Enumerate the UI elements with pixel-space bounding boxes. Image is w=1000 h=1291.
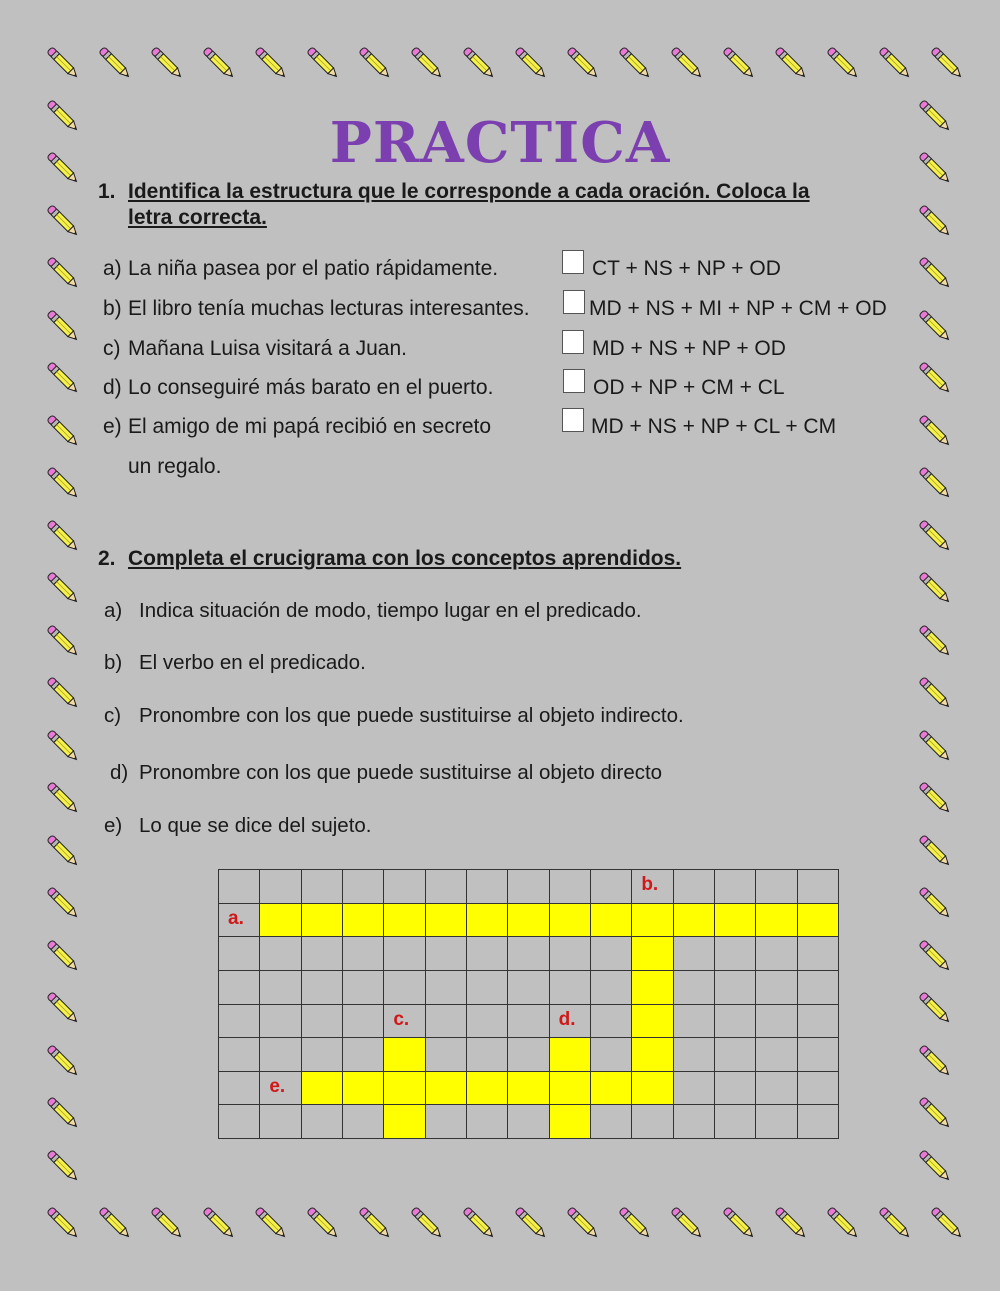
item-letter: e) (103, 415, 122, 438)
pencil-icon (40, 565, 86, 611)
answer-checkbox[interactable] (563, 290, 585, 314)
crossword-cell (797, 936, 839, 971)
crossword-cell (218, 970, 260, 1005)
crossword-cell (507, 1104, 549, 1139)
item-letter: b) (103, 297, 122, 320)
structure-formula: OD + NP + CM + CL (593, 376, 785, 399)
pencil-icon (40, 355, 86, 401)
crossword-answer-cell[interactable] (631, 1037, 673, 1072)
crossword-cell (797, 1004, 839, 1039)
crossword-cell (301, 1004, 343, 1039)
pencil-icon (40, 460, 86, 506)
page-title: PRACTICA (329, 110, 671, 176)
pencil-icon (912, 1038, 958, 1084)
crossword-cell (507, 869, 549, 904)
pencil-icon (456, 40, 502, 86)
pencil-icon (40, 40, 86, 86)
crossword-cell (549, 936, 591, 971)
pencil-icon (560, 1200, 606, 1246)
crossword-cell (507, 970, 549, 1005)
crossword-cell (673, 869, 715, 904)
crossword-cell (797, 1071, 839, 1106)
pencil-icon (912, 828, 958, 874)
pencil-icon (92, 1200, 138, 1246)
item-letter: c) (103, 337, 121, 360)
crossword-cell (259, 970, 301, 1005)
clue-text: Pronombre con los que puede sustituirse al objeto indirecto. (139, 704, 684, 727)
item-sentence: Mañana Luisa visitará a Juan. (128, 337, 407, 360)
question-2-instruction: Completa el crucigrama con los conceptos aprendidos. (128, 547, 682, 570)
crossword-cell (590, 936, 632, 971)
pencil-icon (40, 250, 86, 296)
crossword-label: e. (269, 1075, 286, 1097)
clue-letter: a) (104, 599, 123, 622)
crossword-cell (673, 1071, 715, 1106)
crossword-cell (631, 1104, 673, 1139)
crossword-cell (301, 970, 343, 1005)
crossword-cell (301, 936, 343, 971)
pencil-icon (912, 513, 958, 559)
crossword-cell (590, 970, 632, 1005)
crossword-answer-cell[interactable] (631, 1004, 673, 1039)
crossword-cell (259, 936, 301, 971)
clue-text: Pronombre con los que puede sustituirse al objeto directo (139, 761, 663, 784)
crossword-cell (755, 1071, 797, 1106)
pencil-icon (248, 1200, 294, 1246)
crossword-answer-cell[interactable] (383, 1037, 425, 1072)
crossword-cell (425, 970, 467, 1005)
pencil-icon (912, 565, 958, 611)
pencil-icon (912, 250, 958, 296)
crossword-cell (425, 936, 467, 971)
pencil-icon (820, 40, 866, 86)
crossword-cell (218, 936, 260, 971)
pencil-icon (716, 1200, 762, 1246)
crossword-answer-cell[interactable] (466, 1071, 508, 1106)
crossword-cell (218, 1071, 260, 1106)
crossword-cell (673, 970, 715, 1005)
pencil-icon (352, 40, 398, 86)
pencil-icon (716, 40, 762, 86)
pencil-icon (40, 933, 86, 979)
crossword-answer-cell[interactable] (549, 903, 591, 938)
clue-letter: c) (104, 704, 122, 727)
crossword-cell (714, 936, 756, 971)
crossword-answer-cell[interactable] (631, 936, 673, 971)
crossword-cell (466, 936, 508, 971)
crossword-answer-cell[interactable] (631, 1071, 673, 1106)
pencil-icon (40, 985, 86, 1031)
crossword-answer-cell[interactable] (425, 1071, 467, 1106)
crossword-cell (714, 1071, 756, 1106)
crossword-answer-cell[interactable] (549, 1104, 591, 1139)
crossword-label: a. (228, 907, 244, 929)
pencil-icon (456, 1200, 502, 1246)
crossword-cell (797, 1037, 839, 1072)
pencil-icon (40, 775, 86, 821)
crossword-answer-cell[interactable] (383, 1071, 425, 1106)
crossword-cell (383, 970, 425, 1005)
crossword-cell (301, 1104, 343, 1139)
crossword-cell (755, 1037, 797, 1072)
crossword-answer-cell[interactable] (507, 1071, 549, 1106)
crossword-answer-cell[interactable] (590, 903, 632, 938)
pencil-icon (40, 408, 86, 454)
crossword-cell (383, 936, 425, 971)
pencil-icon (768, 1200, 814, 1246)
question-1-instruction (128, 179, 810, 231)
question-1-number: 1. (98, 180, 116, 203)
pencil-icon (612, 1200, 658, 1246)
crossword-cell (259, 1004, 301, 1039)
structure-formula: MD + NS + NP + OD (592, 337, 786, 360)
crossword-answer-cell[interactable] (342, 1071, 384, 1106)
crossword-cell (425, 1037, 467, 1072)
pencil-icon (404, 40, 450, 86)
pencil-icon (612, 40, 658, 86)
crossword-cell (797, 970, 839, 1005)
clue-text: El verbo en el predicado. (139, 651, 366, 674)
crossword-cell (218, 1004, 260, 1039)
pencil-icon (872, 1200, 918, 1246)
crossword-answer-cell[interactable] (797, 903, 839, 938)
crossword-cell (549, 869, 591, 904)
pencil-icon (912, 1090, 958, 1136)
crossword-cell (755, 869, 797, 904)
pencil-icon (912, 670, 958, 716)
crossword-cell (507, 1004, 549, 1039)
pencil-icon (92, 40, 138, 86)
pencil-icon (508, 40, 554, 86)
crossword-answer-cell[interactable] (673, 903, 715, 938)
crossword-cell (218, 1037, 260, 1072)
answer-checkbox[interactable] (562, 408, 584, 432)
item-sentence: El libro tenía muchas lecturas interesantes. (128, 297, 530, 320)
crossword-cell (466, 869, 508, 904)
pencil-icon (912, 408, 958, 454)
structure-formula: MD + NS + NP + CL + CM (591, 415, 837, 438)
crossword-cell (301, 869, 343, 904)
crossword-cell (755, 1104, 797, 1139)
pencil-icon (196, 1200, 242, 1246)
crossword-cell (507, 936, 549, 971)
pencil-icon (912, 933, 958, 979)
pencil-icon (508, 1200, 554, 1246)
crossword-cell (301, 1037, 343, 1072)
crossword-cell (507, 1037, 549, 1072)
crossword-label: c. (393, 1008, 410, 1030)
pencil-icon (40, 303, 86, 349)
crossword-cell (714, 1037, 756, 1072)
crossword-cell (714, 869, 756, 904)
crossword-answer-cell[interactable] (631, 903, 673, 938)
crossword-cell (590, 1037, 632, 1072)
answer-checkbox[interactable] (562, 250, 584, 274)
clue-letter: b) (104, 651, 123, 674)
pencil-icon (196, 40, 242, 86)
crossword-answer-cell[interactable] (425, 903, 467, 938)
crossword-answer-cell[interactable] (466, 903, 508, 938)
pencil-icon (404, 1200, 450, 1246)
crossword-answer-cell[interactable] (383, 1104, 425, 1139)
crossword-cell (259, 1104, 301, 1139)
pencil-icon (912, 880, 958, 926)
pencil-icon (768, 40, 814, 86)
crossword-answer-cell[interactable] (507, 903, 549, 938)
crossword-answer-cell[interactable] (301, 1071, 343, 1106)
crossword-label: d. (558, 1008, 576, 1030)
crossword-answer-cell[interactable] (631, 970, 673, 1005)
pencil-icon (664, 40, 710, 86)
crossword-answer-cell[interactable] (259, 903, 301, 938)
crossword-cell (218, 869, 260, 904)
crossword-cell (383, 869, 425, 904)
pencil-icon (912, 198, 958, 244)
question-1-instruction-line1: Identifica la estructura que le corresponde a cada oración. Coloca la (128, 180, 810, 203)
pencil-icon (872, 40, 918, 86)
pencil-icon (912, 775, 958, 821)
pencil-icon (352, 1200, 398, 1246)
pencil-icon (912, 985, 958, 1031)
pencil-icon (820, 1200, 866, 1246)
crossword-cell (673, 1004, 715, 1039)
crossword-cell (466, 1037, 508, 1072)
pencil-icon (40, 1200, 86, 1246)
pencil-icon (40, 723, 86, 769)
pencil-icon (40, 1090, 86, 1136)
pencil-icon (144, 40, 190, 86)
crossword-cell (342, 1004, 384, 1039)
crossword-cell (259, 1037, 301, 1072)
crossword-cell (714, 1004, 756, 1039)
pencil-icon (912, 460, 958, 506)
pencil-icon (248, 40, 294, 86)
item-letter: a) (103, 257, 122, 280)
crossword-cell (755, 936, 797, 971)
pencil-icon (40, 513, 86, 559)
crossword-cell (673, 1104, 715, 1139)
crossword-cell (218, 1104, 260, 1139)
pencil-icon (300, 40, 346, 86)
crossword-answer-cell[interactable] (549, 1037, 591, 1072)
clue-text: Indica situación de modo, tiempo lugar en el predicado. (139, 599, 642, 622)
crossword-label: b. (641, 874, 659, 895)
crossword-cell (466, 1104, 508, 1139)
crossword-answer-cell[interactable] (342, 903, 384, 938)
pencil-icon (912, 303, 958, 349)
crossword-cell (755, 970, 797, 1005)
crossword-answer-cell[interactable] (755, 903, 797, 938)
pencil-icon (924, 1200, 970, 1246)
crossword-cell (466, 970, 508, 1005)
crossword-cell (425, 869, 467, 904)
crossword-answer-cell[interactable] (301, 903, 343, 938)
crossword-cell (342, 1037, 384, 1072)
question-2-number: 2. (98, 547, 116, 570)
pencil-icon (40, 198, 86, 244)
crossword-answer-cell[interactable] (714, 903, 756, 938)
clue-letter: e) (104, 814, 123, 837)
crossword-cell (590, 1104, 632, 1139)
crossword-cell (466, 1004, 508, 1039)
pencil-icon (912, 355, 958, 401)
pencil-icon (40, 1143, 86, 1189)
crossword-answer-cell[interactable] (383, 903, 425, 938)
pencil-icon (664, 1200, 710, 1246)
clue-text: Lo que se dice del sujeto. (139, 814, 372, 837)
crossword-cell (590, 869, 632, 904)
pencil-icon (40, 618, 86, 664)
crossword-cell (342, 936, 384, 971)
crossword-cell (755, 1004, 797, 1039)
pencil-icon (40, 828, 86, 874)
pencil-icon (924, 40, 970, 86)
crossword-cell (425, 1004, 467, 1039)
crossword-cell (342, 869, 384, 904)
crossword-cell (425, 1104, 467, 1139)
crossword-cell (797, 869, 839, 904)
crossword-cell (714, 1104, 756, 1139)
question-1-instruction-line2: letra correcta. (128, 206, 267, 229)
crossword-cell (590, 1004, 632, 1039)
pencil-icon (40, 1038, 86, 1084)
crossword-cell (714, 970, 756, 1005)
item-e-continuation: un regalo. (128, 455, 222, 478)
item-sentence: La niña pasea por el patio rápidamente. (128, 257, 499, 280)
pencil-icon (560, 40, 606, 86)
crossword-cell (673, 1037, 715, 1072)
pencil-icon (300, 1200, 346, 1246)
pencil-icon (40, 670, 86, 716)
crossword-answer-cell[interactable] (590, 1071, 632, 1106)
item-letter: d) (103, 376, 122, 399)
crossword-cell (673, 936, 715, 971)
structure-formula: CT + NS + NP + OD (592, 257, 781, 280)
item-sentence: Lo conseguiré más barato en el puerto. (128, 376, 494, 399)
clue-letter: d) (110, 761, 129, 784)
crossword-answer-cell[interactable] (549, 1071, 591, 1106)
pencil-icon (144, 1200, 190, 1246)
crossword-cell (549, 970, 591, 1005)
crossword-cell (797, 1104, 839, 1139)
pencil-icon (912, 618, 958, 664)
crossword-cell (259, 869, 301, 904)
crossword-cell (342, 970, 384, 1005)
pencil-icon (40, 880, 86, 926)
structure-formula: MD + NS + MI + NP + CM + OD (589, 297, 887, 320)
pencil-icon (912, 723, 958, 769)
answer-checkbox[interactable] (562, 330, 584, 354)
answer-checkbox[interactable] (563, 369, 585, 393)
crossword-cell (342, 1104, 384, 1139)
pencil-icon (912, 1143, 958, 1189)
item-sentence: El amigo de mi papá recibió en secreto (128, 415, 492, 438)
